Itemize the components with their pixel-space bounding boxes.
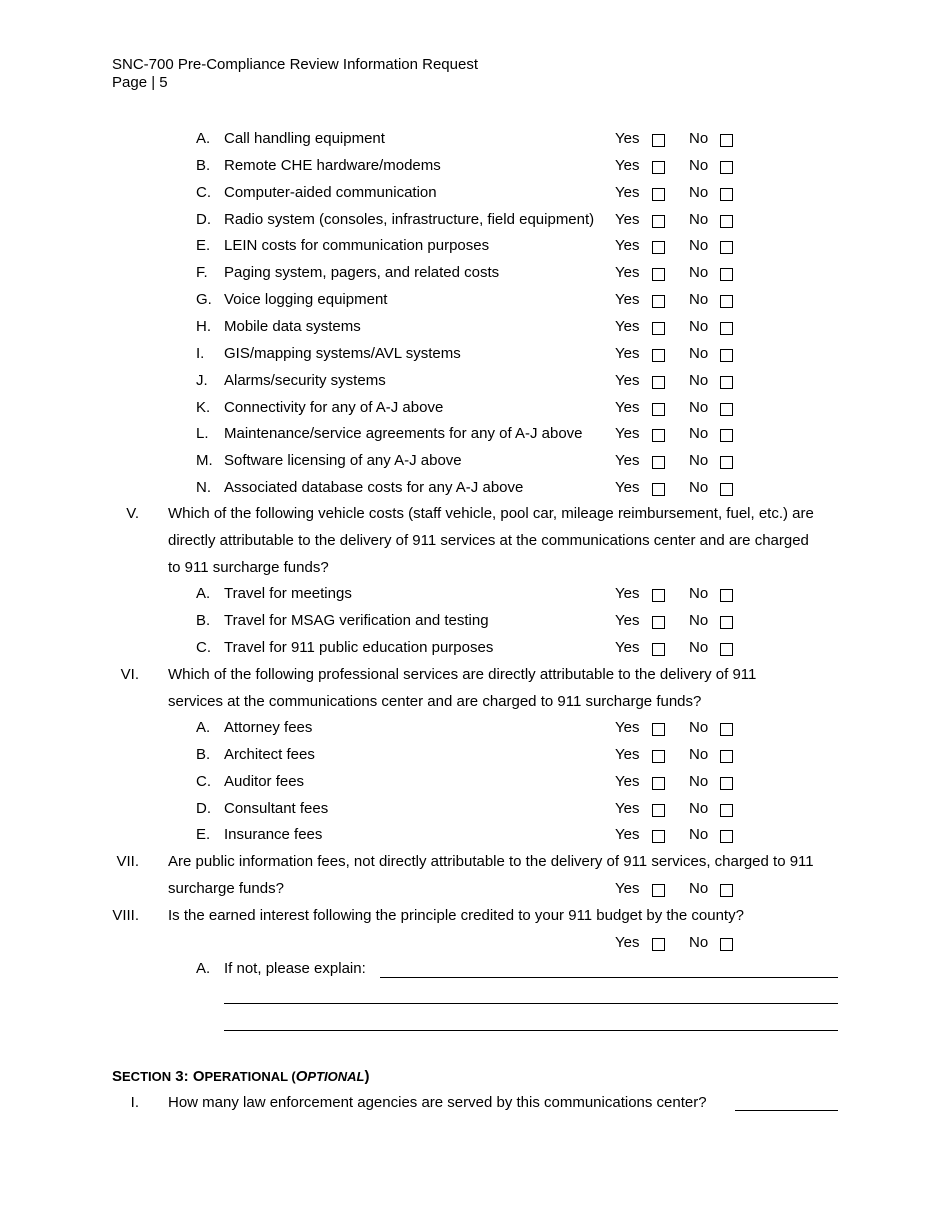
item-letter: C.: [196, 639, 211, 656]
no-label: No: [689, 264, 709, 281]
no-label: No: [689, 452, 709, 469]
yes-label: Yes: [615, 318, 640, 335]
item-text: Call handling equipment: [224, 130, 385, 147]
yes-label: Yes: [615, 800, 640, 817]
item-text: If not, please explain:: [224, 960, 366, 977]
question-text: services at the communications center and are charged to 911 surcharge funds?: [168, 693, 702, 710]
item-text: Computer-aided communication: [224, 184, 437, 201]
explain-line-1[interactable]: [380, 977, 838, 978]
item-letter: E.: [196, 237, 211, 254]
yes-label: Yes: [615, 880, 640, 897]
vi-2-no-checkbox[interactable]: [720, 777, 733, 790]
question-item: [0, 479, 950, 506]
no-label: No: [689, 157, 709, 174]
question-item: [0, 345, 950, 372]
yes-label: Yes: [615, 934, 640, 951]
yes-label: Yes: [615, 639, 640, 656]
yes-label: Yes: [615, 157, 640, 174]
agency-count-answer-line[interactable]: [735, 1110, 838, 1111]
vi-1-no-checkbox[interactable]: [720, 750, 733, 763]
question-number: V.: [126, 505, 139, 522]
document-header: [112, 56, 478, 92]
iv-9-yes-checkbox[interactable]: [652, 376, 665, 389]
yes-label: Yes: [615, 237, 640, 254]
iv-6-no-checkbox[interactable]: [720, 295, 733, 308]
item-text: Auditor fees: [224, 773, 305, 790]
yes-label: Yes: [615, 452, 640, 469]
item-text: Travel for meetings: [224, 585, 352, 602]
question-line: [0, 505, 950, 532]
item-text: Paging system, pagers, and related costs: [224, 264, 500, 281]
question-item: [0, 585, 950, 612]
item-letter: E.: [196, 826, 211, 843]
yes-label: Yes: [615, 211, 640, 228]
no-label: No: [689, 237, 709, 254]
item-text: Software licensing of any A-J above: [224, 452, 462, 469]
item-letter: M.: [196, 452, 213, 469]
question-item: [0, 211, 950, 238]
no-label: No: [689, 399, 709, 416]
iv-13-no-checkbox[interactable]: [720, 483, 733, 496]
question-item: [0, 425, 950, 452]
no-label: No: [689, 184, 709, 201]
iv-1-yes-checkbox[interactable]: [652, 161, 665, 174]
question-text: directly attributable to the delivery of 911 services at the communications center and are charged: [168, 532, 809, 549]
item-text: Alarms/security systems: [224, 372, 386, 389]
no-label: No: [689, 746, 709, 763]
iv-10-no-checkbox[interactable]: [720, 403, 733, 416]
explain-line-2[interactable]: [224, 1003, 838, 1004]
question-item: [0, 130, 950, 157]
v-2-yes-checkbox[interactable]: [652, 643, 665, 656]
question-answer-row: [0, 934, 950, 961]
iv-12-no-checkbox[interactable]: [720, 456, 733, 469]
no-label: No: [689, 719, 709, 736]
question-line: [0, 1094, 950, 1121]
no-label: No: [689, 800, 709, 817]
document-title: SNC-700 Pre-Compliance Review Information Request: [112, 56, 478, 73]
yes-label: Yes: [615, 372, 640, 389]
question-line: [0, 880, 950, 907]
no-label: No: [689, 211, 709, 228]
yes-label: Yes: [615, 773, 640, 790]
vi-3-yes-checkbox[interactable]: [652, 804, 665, 817]
item-letter: B.: [196, 746, 211, 763]
iv-8-yes-checkbox[interactable]: [652, 349, 665, 362]
no-label: No: [689, 639, 709, 656]
yes-label: Yes: [615, 425, 640, 442]
iv-11-no-checkbox[interactable]: [720, 429, 733, 442]
iv-3-yes-checkbox[interactable]: [652, 215, 665, 228]
question-item: [0, 237, 950, 264]
iv-0-no-checkbox[interactable]: [720, 134, 733, 147]
item-letter: A.: [196, 719, 211, 736]
yes-label: Yes: [615, 719, 640, 736]
item-letter: A.: [196, 130, 211, 147]
question-item: [0, 399, 950, 426]
question-item: [0, 773, 950, 800]
iv-5-yes-checkbox[interactable]: [652, 268, 665, 281]
no-label: No: [689, 372, 709, 389]
iv-1-no-checkbox[interactable]: [720, 161, 733, 174]
v-0-no-checkbox[interactable]: [720, 589, 733, 602]
item-letter: D.: [196, 211, 211, 228]
question-text: Which of the following professional services are directly attributable to the delivery of 911: [168, 666, 757, 683]
item-text: Maintenance/service agreements for any of A-J above: [224, 425, 583, 442]
yes-label: Yes: [615, 585, 640, 602]
question-text: Which of the following vehicle costs (staff vehicle, pool car, mileage reimbursement, fuel, etc.) are: [168, 505, 814, 522]
item-letter: L.: [196, 425, 209, 442]
question-item: [0, 264, 950, 291]
item-letter: B.: [196, 157, 211, 174]
no-label: No: [689, 291, 709, 308]
vii-no-checkbox[interactable]: [720, 884, 733, 897]
item-text: Radio system (consoles, infrastructure, field equipment): [224, 211, 595, 228]
no-label: No: [689, 345, 709, 362]
no-label: No: [689, 773, 709, 790]
item-letter: K.: [196, 399, 211, 416]
vi-0-yes-checkbox[interactable]: [652, 723, 665, 736]
question-item: [0, 318, 950, 345]
yes-label: Yes: [615, 264, 640, 281]
question-item: [0, 639, 950, 666]
yes-label: Yes: [615, 746, 640, 763]
page-number: Page | 5: [112, 74, 168, 91]
question-item: [0, 291, 950, 318]
vi-3-no-checkbox[interactable]: [720, 804, 733, 817]
item-letter: D.: [196, 800, 211, 817]
item-letter: F.: [196, 264, 208, 281]
no-label: No: [689, 318, 709, 335]
iv-9-no-checkbox[interactable]: [720, 376, 733, 389]
no-label: No: [689, 934, 709, 951]
yes-label: Yes: [615, 479, 640, 496]
iv-6-yes-checkbox[interactable]: [652, 295, 665, 308]
no-label: No: [689, 826, 709, 843]
no-label: No: [689, 479, 709, 496]
v-2-no-checkbox[interactable]: [720, 643, 733, 656]
item-letter: C.: [196, 773, 211, 790]
question-line: [0, 532, 950, 559]
yes-label: Yes: [615, 184, 640, 201]
yes-label: Yes: [615, 399, 640, 416]
item-letter: I.: [196, 345, 205, 362]
question-item: [0, 719, 950, 746]
no-label: No: [689, 612, 709, 629]
question-item: [0, 612, 950, 639]
question-item: [0, 960, 950, 987]
item-letter: N.: [196, 479, 211, 496]
vi-0-no-checkbox[interactable]: [720, 723, 733, 736]
section-3-heading: SECTION 3: OPERATIONAL (OPTIONAL): [112, 1068, 370, 1085]
explain-line-3[interactable]: [224, 1030, 838, 1031]
item-text: Associated database costs for any A-J above: [224, 479, 524, 496]
iv-8-no-checkbox[interactable]: [720, 349, 733, 362]
v-1-yes-checkbox[interactable]: [652, 616, 665, 629]
question-item: [0, 184, 950, 211]
question-line: [0, 853, 950, 880]
item-text: Travel for MSAG verification and testing: [224, 612, 489, 629]
question-line: [0, 666, 950, 693]
item-letter: G.: [196, 291, 212, 308]
question-item: [0, 826, 950, 853]
question-text: Is the earned interest following the principle credited to your 911 budget by the county?: [168, 907, 744, 924]
question-text: to 911 surcharge funds?: [168, 559, 329, 576]
question-number: VI.: [120, 666, 139, 683]
yes-label: Yes: [615, 345, 640, 362]
question-item: [0, 157, 950, 184]
iv-13-yes-checkbox[interactable]: [652, 483, 665, 496]
iv-7-yes-checkbox[interactable]: [652, 322, 665, 335]
item-text: LEIN costs for communication purposes: [224, 237, 490, 254]
question-line: [0, 907, 950, 934]
iv-2-yes-checkbox[interactable]: [652, 188, 665, 201]
item-letter: H.: [196, 318, 211, 335]
item-letter: C.: [196, 184, 211, 201]
item-text: Travel for 911 public education purposes: [224, 639, 494, 656]
iv-3-no-checkbox[interactable]: [720, 215, 733, 228]
item-text: Voice logging equipment: [224, 291, 388, 308]
question-line: [0, 559, 950, 586]
question-item: [0, 372, 950, 399]
iv-0-yes-checkbox[interactable]: [652, 134, 665, 147]
iv-10-yes-checkbox[interactable]: [652, 403, 665, 416]
question-line: [0, 693, 950, 720]
iv-7-no-checkbox[interactable]: [720, 322, 733, 335]
vii-yes-checkbox[interactable]: [652, 884, 665, 897]
no-label: No: [689, 130, 709, 147]
item-letter: B.: [196, 612, 211, 629]
yes-label: Yes: [615, 130, 640, 147]
question-number: VII.: [116, 853, 139, 870]
question-item: [0, 452, 950, 479]
viii-no-checkbox[interactable]: [720, 938, 733, 951]
question-number: VIII.: [112, 907, 139, 924]
question-text: surcharge funds?: [168, 880, 284, 897]
v-1-no-checkbox[interactable]: [720, 616, 733, 629]
no-label: No: [689, 425, 709, 442]
no-label: No: [689, 585, 709, 602]
item-text: Mobile data systems: [224, 318, 361, 335]
iv-12-yes-checkbox[interactable]: [652, 456, 665, 469]
question-text: Are public information fees, not directly attributable to the delivery of 911 services, charged to 911: [168, 853, 814, 870]
v-0-yes-checkbox[interactable]: [652, 589, 665, 602]
item-text: Attorney fees: [224, 719, 313, 736]
iv-2-no-checkbox[interactable]: [720, 188, 733, 201]
question-number: I.: [130, 1094, 139, 1111]
no-label: No: [689, 880, 709, 897]
vi-1-yes-checkbox[interactable]: [652, 750, 665, 763]
item-letter: A.: [196, 960, 211, 977]
vi-2-yes-checkbox[interactable]: [652, 777, 665, 790]
item-text: Connectivity for any of A-J above: [224, 399, 444, 416]
item-letter: A.: [196, 585, 211, 602]
vi-4-yes-checkbox[interactable]: [652, 830, 665, 843]
question-item: [0, 746, 950, 773]
yes-label: Yes: [615, 612, 640, 629]
item-text: Consultant fees: [224, 800, 329, 817]
question-item: [0, 800, 950, 827]
yes-label: Yes: [615, 291, 640, 308]
viii-yes-checkbox[interactable]: [652, 938, 665, 951]
yes-label: Yes: [615, 826, 640, 843]
item-text: GIS/mapping systems/AVL systems: [224, 345, 461, 362]
iv-5-no-checkbox[interactable]: [720, 268, 733, 281]
item-text: Remote CHE hardware/modems: [224, 157, 441, 174]
question-text: How many law enforcement agencies are served by this communications center?: [168, 1094, 707, 1111]
iv-11-yes-checkbox[interactable]: [652, 429, 665, 442]
item-text: Insurance fees: [224, 826, 323, 843]
vi-4-no-checkbox[interactable]: [720, 830, 733, 843]
iv-4-no-checkbox[interactable]: [720, 241, 733, 254]
iv-4-yes-checkbox[interactable]: [652, 241, 665, 254]
item-letter: J.: [196, 372, 208, 389]
item-text: Architect fees: [224, 746, 315, 763]
